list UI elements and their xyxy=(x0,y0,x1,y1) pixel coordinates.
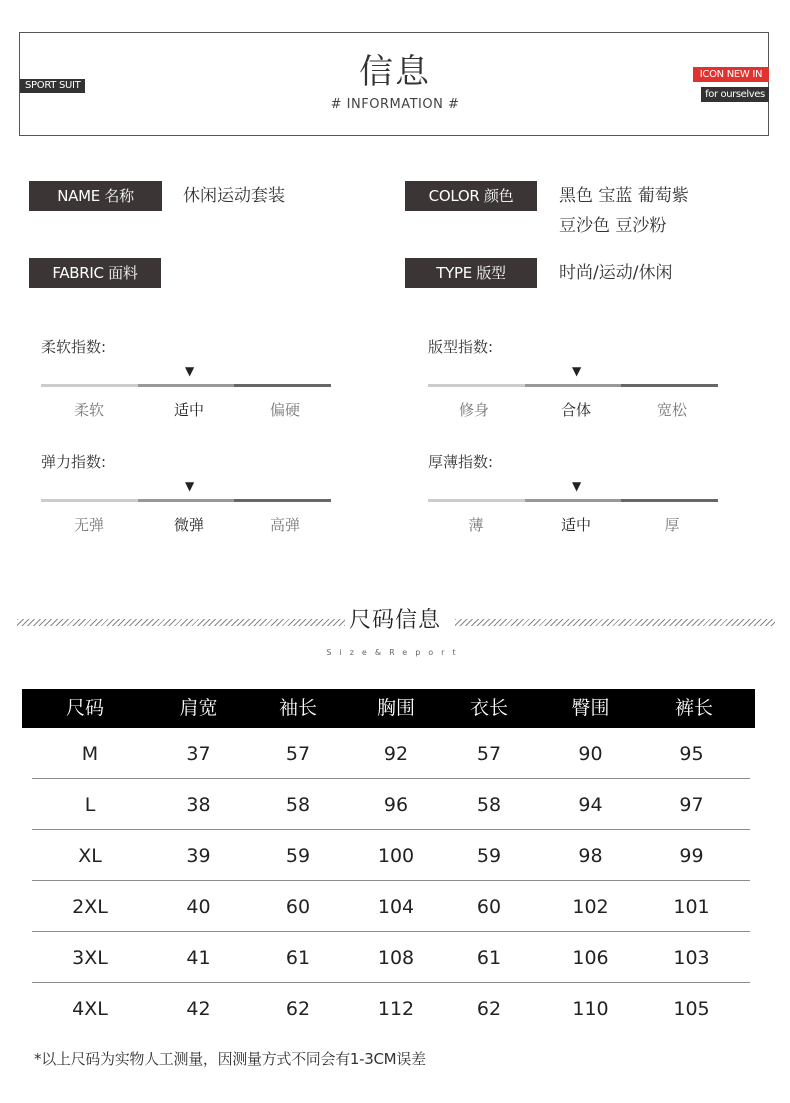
table-cell: 42 xyxy=(186,998,211,1020)
table-cell: L xyxy=(84,794,96,816)
column-header: 胸围 xyxy=(376,697,415,719)
table-cell: 110 xyxy=(572,998,609,1020)
scale-segment xyxy=(234,499,331,502)
table-row xyxy=(32,983,750,1034)
index-title: 柔软指数: xyxy=(41,338,107,356)
size-section-subtitle: Size&Report xyxy=(326,648,464,657)
table-cell: 59 xyxy=(476,845,502,867)
index-option: 高弹 xyxy=(269,516,300,534)
index-option: 无弹 xyxy=(73,516,104,534)
table-cell: 100 xyxy=(377,845,415,867)
table-row xyxy=(32,932,750,983)
table-row xyxy=(32,830,750,881)
scale-segment xyxy=(525,384,621,387)
color-label: COLOR 颜色 xyxy=(405,181,537,211)
for-ourselves-tag: for ourselves xyxy=(701,87,769,102)
index-option: 偏硬 xyxy=(269,401,300,419)
table-cell: 98 xyxy=(578,845,603,867)
table-cell: 3XL xyxy=(72,947,108,969)
table-cell: 104 xyxy=(377,896,415,918)
scale-segment xyxy=(428,499,525,502)
size-section-title: 尺码信息 xyxy=(348,608,441,633)
name-value: 休闲运动套装 xyxy=(183,186,285,206)
index-marker-icon: ▼ xyxy=(185,479,195,493)
table-cell: 94 xyxy=(578,794,603,816)
table-cell: 62 xyxy=(476,998,502,1020)
table-cell: XL xyxy=(78,845,102,867)
table-cell: 60 xyxy=(285,896,311,918)
index-marker-icon: ▼ xyxy=(185,364,195,378)
index-option: 厚 xyxy=(664,516,680,534)
index-option-selected: 适中 xyxy=(560,516,591,534)
table-cell: 37 xyxy=(186,743,211,765)
index-marker-icon: ▼ xyxy=(572,364,582,378)
column-header: 袖长 xyxy=(278,697,317,719)
page-subtitle: # INFORMATION # xyxy=(330,97,460,112)
color-value-line2: 豆沙色 豆沙粉 xyxy=(559,216,667,236)
table-cell: 41 xyxy=(186,947,211,969)
column-header: 肩宽 xyxy=(179,697,218,719)
table-cell: 90 xyxy=(578,743,603,765)
name-label: NAME 名称 xyxy=(29,181,162,211)
page-title: 信息 xyxy=(359,52,431,92)
table-cell: 38 xyxy=(186,794,211,816)
type-value: 时尚/运动/休闲 xyxy=(559,263,673,283)
column-header: 尺码 xyxy=(65,697,104,719)
table-cell: 2XL xyxy=(72,896,108,918)
index-option-selected: 适中 xyxy=(173,401,204,419)
index-title: 弹力指数: xyxy=(41,453,107,471)
table-cell: 95 xyxy=(679,743,704,765)
table-cell: 60 xyxy=(476,896,502,918)
scale-segment xyxy=(41,499,138,502)
column-header: 臀围 xyxy=(571,697,610,719)
table-cell: 58 xyxy=(285,794,311,816)
column-header: 衣长 xyxy=(469,697,508,719)
table-cell: M xyxy=(81,743,99,765)
scale-segment xyxy=(234,384,331,387)
table-cell: 59 xyxy=(285,845,311,867)
column-header: 裤长 xyxy=(674,697,713,719)
table-cell: 96 xyxy=(383,794,409,816)
table-cell: 106 xyxy=(572,947,609,969)
table-cell: 39 xyxy=(186,845,211,867)
table-cell: 61 xyxy=(476,947,502,969)
measurement-footnote: *以上尺码为实物人工测量，因测量方式不同会有1-3CM误差 xyxy=(34,1050,426,1068)
size-table xyxy=(22,689,755,1034)
table-cell: 57 xyxy=(285,743,311,765)
scale-segment xyxy=(138,499,234,502)
index-option: 宽松 xyxy=(656,401,687,419)
scale-segment xyxy=(621,499,718,502)
table-cell: 57 xyxy=(476,743,502,765)
index-option: 修身 xyxy=(458,401,489,419)
scale-segment xyxy=(41,384,138,387)
table-cell: 105 xyxy=(673,998,710,1020)
table-row xyxy=(32,881,750,932)
table-cell: 112 xyxy=(377,998,415,1020)
table-cell: 108 xyxy=(377,947,415,969)
scale-segment xyxy=(138,384,234,387)
icon-new-in-tag: ICON NEW IN xyxy=(693,67,769,82)
table-cell: 101 xyxy=(673,896,710,918)
scale-segment xyxy=(525,499,621,502)
table-cell: 103 xyxy=(673,947,710,969)
index-option-selected: 合体 xyxy=(560,401,591,419)
table-cell: 40 xyxy=(186,896,211,918)
table-row xyxy=(32,779,750,830)
table-cell: 4XL xyxy=(72,998,108,1020)
table-row xyxy=(32,728,750,779)
table-cell: 58 xyxy=(476,794,502,816)
table-cell: 99 xyxy=(679,845,704,867)
table-cell: 61 xyxy=(285,947,311,969)
index-title: 版型指数: xyxy=(428,338,494,356)
sport-suit-tag: SPORT SUIT xyxy=(20,79,85,93)
table-header xyxy=(22,689,755,728)
table-cell: 97 xyxy=(679,794,704,816)
index-option: 柔软 xyxy=(73,401,104,419)
type-label: TYPE 版型 xyxy=(405,258,537,288)
index-option: 薄 xyxy=(468,516,484,534)
table-cell: 92 xyxy=(383,743,409,765)
table-cell: 62 xyxy=(285,998,311,1020)
table-cell: 102 xyxy=(572,896,609,918)
index-title: 厚薄指数: xyxy=(428,453,494,471)
scale-segment xyxy=(621,384,718,387)
scale-segment xyxy=(428,384,525,387)
index-marker-icon: ▼ xyxy=(572,479,582,493)
fabric-label: FABRIC 面料 xyxy=(29,258,161,288)
color-value-line1: 黑色 宝蓝 葡萄紫 xyxy=(559,186,689,206)
index-option-selected: 微弹 xyxy=(173,516,204,534)
